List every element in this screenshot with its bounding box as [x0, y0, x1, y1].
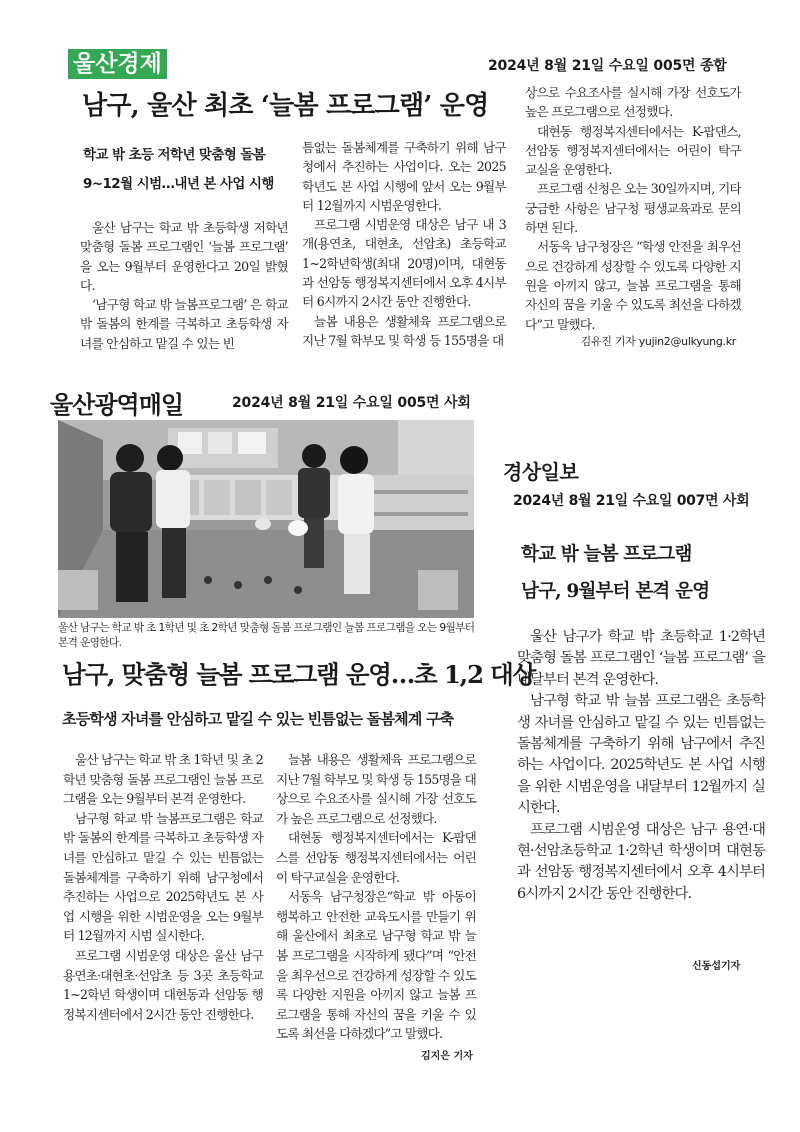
paragraph: 늘봄 내용은 생활체육 프로그램으로 지난 7월 학부모 및 학생 등 155명을 대	[302, 313, 506, 348]
paragraph: 남구형 학교 밖 늘봄프로그램은 학교 밖 돌봄의 한계를 극복하고 초등학생 자녀를 안심하고 맡길 수 있는 빈틈없는 돌봄체계를 구축하기 위해 남구청에서 추진하는 사업으로 2025학년도 본 사업 시행을 위한 시범운영을 오는 9월부터 12월까지 시범 실시한다.	[63, 810, 263, 944]
dateline: 2024년 8월 21일 수요일 005면 사회	[232, 395, 471, 411]
subhead-1: 학교 밖 초등 저학년 맞춤형 돌봄	[83, 147, 266, 163]
headline-line-1: 학교 밖 늘봄 프로그램	[521, 544, 692, 565]
article1-column-3	[525, 83, 741, 334]
paragraph: 서동욱 남구청장은 “학생 안전을 최우선으로 건강하게 성장할 수 있도록 다양한 지원을 아끼지 않고, 늘봄 프로그램을 통해 자신의 꿈을 키울 수 있도록 최선을 다하겠다”고 말했다.	[525, 239, 741, 332]
newspaper-logo-ulsan-maeil: 울산광역매일	[50, 390, 184, 419]
paragraph: 대현동 행정복지센터에서는 K-팝댄스, 선암동 행정복지센터에서는 어린이 탁구교실을 운영한다.	[525, 123, 741, 178]
article3-body	[517, 627, 765, 905]
paragraph: 프로그램 시범운영 대상은 남구 내 3개(용연초, 대현초, 선암초) 초등학교 1~2학년학생(최대 20명)이며, 대현동과 선암동 행정복지센터에서 오후 4시부터 6시까지 2시간 동안 진행한다.	[302, 217, 506, 310]
article1-column-1	[80, 218, 288, 353]
subhead: 초등학생 자녀를 안심하고 맡길 수 있는 빈틈없는 돌봄체계 구축	[62, 710, 454, 728]
paragraph: 울산 남구는 학교 밖 초등학생 저학년 맞춤형 돌봄 프로그램인 ‘늘봄 프로그램’ 을 오는 9월부터 운영한다고 20일 밝혔다.	[80, 220, 288, 293]
paragraph: 상으로 수요조사를 실시해 가장 선호도가 높은 프로그램으로 선정했다.	[525, 85, 741, 120]
newspaper-logo-kyeongsang-ilbo: 경상일보	[503, 460, 579, 484]
paragraph: 서동욱 남구청장은“학교 밖 아동이 행복하고 안전한 교육도시를 만들기 위해 울산에서 최초로 남구형 학교 밖 늘봄 프로그램을 시작하게 됐다”며 “안전을 최우선으로 건강하게 성장할 수 있도록 다양한 지원을 아끼지 않고 늘봄 프로그램을 통해 자신의 꿈을 키울 수 있도록 최선을 다하겠다”고 말했다.	[276, 889, 476, 1042]
headline: 남구, 맞춤형 늘봄 프로그램 운영…초 1,2 대상	[62, 660, 536, 689]
paragraph: 울산 남구가 학교 밖 초등학교 1·2학년 맞춤형 돌봄 프로그램인 ‘늘봄 프로그램’ 을 내달부터 본격 운영한다.	[517, 629, 765, 688]
classroom-photo-illustration	[58, 420, 474, 618]
byline: 신동섭기자	[692, 961, 741, 972]
newspaper-logo-ulsan-economy: 울산경제	[68, 49, 167, 79]
paragraph: 프로그램 시범운영 대상은 남구 용연·대현·선암초등학교 1·2학년 학생이며 대현동과 선암동 행정복지센터에서 오후 4시부터 6시까지 2시간 동안 진행한다.	[517, 821, 765, 902]
byline: 김지은 기자	[421, 1051, 473, 1062]
paragraph: 대현동 행정복지센터에서는 K-팝댄스를 선암동 행정복지센터에서는 어린이 탁구교실을 운영한다.	[276, 830, 476, 885]
paragraph: 울산 남구는 학교 밖 초 1학년 및 초 2학년 맞춤형 돌봄 프로그램인 늘봄 프로그램을 오는 9월부터 본격 운영한다.	[63, 752, 263, 807]
article1-column-2	[302, 138, 506, 350]
headline: 남구, 울산 최초 ‘늘봄 프로그램’ 운영	[82, 91, 489, 121]
paragraph: 남구형 학교 밖 늘봄 프로그램은 초등학생 자녀를 안심하고 맡길 수 있는 빈틈없는 돌봄체계를 구축하기 위해 남구에서 추진하는 사업이다. 2025학년도 본 사업 시행을 위한 시범운영을 내달부터 12월까지 실시한다.	[517, 693, 765, 817]
article-photo	[58, 420, 474, 618]
subhead-2: 9~12월 시범…내년 본 사업 시행	[83, 176, 274, 192]
paragraph: 프로그램 신청은 오는 30일까지며, 기타 궁금한 사항은 남구청 평생교육과로 문의하면 된다.	[525, 181, 741, 236]
headline-line-2: 남구, 9월부터 본격 운영	[521, 581, 710, 602]
paragraph: 프로그램 시범운영 대상은 울산 남구 용연초·대현초·선암초 등 3곳 초등학교 1~2학년 학생이며 대현동과 선암동 행정복지센터에서 2시간 동안 진행한다.	[63, 947, 263, 1022]
paragraph: ‘남구형 학교 밖 늘봄프로그램’ 은 학교 밖 돌봄의 한계를 극복하고 초등학생 자녀를 안심하고 맡길 수 있는 빈	[80, 297, 288, 351]
article2-column-1	[63, 750, 263, 1024]
article2-column-2	[276, 750, 476, 1044]
byline: 김유진 기자 yujin2@ulkyung.kr	[580, 335, 736, 348]
dateline: 2024년 8월 21일 수요일 005면 종합	[488, 58, 727, 74]
photo-caption: 울산 남구는 학교 밖 초 1학년 및 초 2학년 맞춤형 돌봄 프로그램인 늘봄 프로그램을 오는 9월부터 본격 운영한다.	[58, 622, 475, 649]
dateline: 2024년 8월 21일 수요일 007면 사회	[513, 493, 750, 509]
paragraph: 늘봄 내용은 생활체육 프로그램으로 지난 7월 학부모 및 학생 등 155명을 대상으로 수요조사를 실시해 가장 선호도가 높은 프로그램으로 선정했다.	[276, 752, 476, 826]
paragraph: 틈없는 돌봄체계를 구축하기 위해 남구청에서 추진하는 사업이다. 오는 2025학년도 본 사업 시행에 앞서 오는 9월부터 12월까지 시범운영한다.	[302, 140, 506, 213]
